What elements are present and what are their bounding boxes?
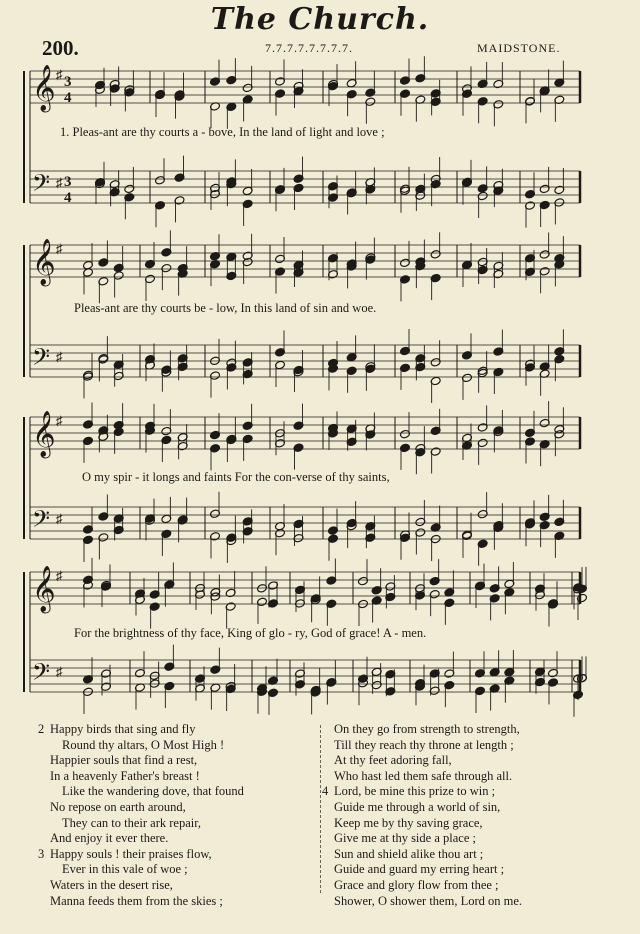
verse-line (38, 722, 244, 738)
verse-line (322, 722, 522, 738)
verse-text: Waters in the desert rise, (50, 877, 173, 892)
verse-line (322, 894, 522, 910)
verse-number: 2 (38, 722, 45, 736)
verse-text: On they go from strength to strength, (334, 722, 520, 736)
verse-line (38, 784, 244, 800)
treble-clef: 𝄞 (32, 65, 56, 111)
treble-clef: 𝄞 (32, 239, 56, 285)
verse-text: No repose on earth around, (50, 799, 186, 814)
hymn-number: 200. (42, 36, 79, 60)
verse-line (38, 847, 244, 863)
verse-line (322, 800, 522, 816)
verse-text: Keep me by thy saving grace, (334, 815, 483, 830)
verses-right-column (322, 722, 522, 909)
treble-clef: 𝄞 (32, 566, 56, 612)
verse-text: Guide me through a world of sin, (334, 799, 501, 814)
meter: 7.7.7.7.7.7.7.7. (265, 41, 353, 55)
page-title: The Church. (210, 2, 430, 37)
lyric-line-4: For the brightness of thy face, King of glo - ry, God of grace! A - men. (74, 626, 427, 640)
verse-text: In a heavenly Father's breast ! (50, 768, 200, 783)
verse-line (322, 862, 522, 878)
verse-line (322, 753, 522, 769)
verse-line (38, 862, 244, 878)
key-signature-sharp: ♯ (56, 511, 63, 526)
time-signature-top: 3 (64, 74, 72, 90)
key-signature-sharp: ♯ (56, 664, 63, 679)
verse-line (38, 769, 244, 785)
verse-line (322, 831, 522, 847)
verse-line (322, 738, 522, 754)
time-signature-bottom: 4 (64, 190, 72, 206)
bass-clef: 𝄢 (32, 343, 51, 376)
column-divider (320, 725, 321, 893)
verse-text: At thy feet adoring fall, (334, 753, 452, 768)
verse-text: Lord, be mine this prize to win ; (334, 784, 496, 799)
verse-line (38, 878, 244, 894)
verse-text: Happy birds that sing and fly (50, 722, 196, 736)
verse-text: And enjoy it ever there. (50, 831, 169, 846)
verse-line (38, 753, 244, 769)
verse-line (322, 816, 522, 832)
verse-text: Round thy altars, O Most High ! (62, 737, 225, 752)
verse-number: 3 (38, 846, 45, 861)
verse-line (38, 894, 244, 910)
verse-text: Till they reach thy throne at length ; (334, 737, 514, 752)
verse-line (322, 878, 522, 894)
verse-text: They can to their ark repair, (62, 815, 202, 830)
verse-text: Shower, O shower them, Lord on me. (334, 893, 523, 908)
verse-text: Like the wandering dove, that found (62, 784, 244, 799)
bass-clef: 𝄢 (32, 505, 51, 538)
time-signature-top: 3 (64, 174, 72, 190)
verse-line (38, 831, 244, 847)
verse-text: Give me at thy side a place ; (334, 831, 476, 846)
verse-line (38, 738, 244, 754)
key-signature-sharp: ♯ (56, 568, 63, 583)
verse-text: Manna feeds them from the skies ; (50, 893, 223, 908)
verse-text: Happier souls that find a rest, (50, 753, 198, 768)
verse-line (322, 847, 522, 863)
bass-clef: 𝄢 (32, 169, 51, 202)
key-signature-sharp: ♯ (56, 67, 63, 82)
verses-left-column (38, 722, 244, 909)
verse-text: Who hast led them safe through all. (334, 768, 513, 783)
key-signature-sharp: ♯ (56, 241, 63, 256)
key-signature-sharp: ♯ (56, 413, 63, 428)
tune-name: MAIDSTONE. (477, 41, 561, 55)
treble-clef: 𝄞 (32, 411, 56, 457)
lyric-line-3: O my spir - it longs and faints For the con-verse of thy saints, (82, 470, 390, 484)
verse-text: Ever in this vale of woe ; (62, 862, 188, 877)
verse-line (38, 816, 244, 832)
verse-text: Grace and glory flow from thee ; (334, 877, 499, 892)
verse-line (38, 800, 244, 816)
key-signature-sharp: ♯ (56, 349, 63, 364)
verse-line (322, 784, 522, 800)
time-signature-bottom: 4 (64, 90, 72, 106)
verse-text: Guide and guard my erring heart ; (334, 862, 505, 877)
lyric-line-1: 1. Pleas-ant are thy courts a - bove, In the land of light and love ; (60, 125, 385, 139)
verse-number: 4 (322, 784, 329, 799)
bass-clef: 𝄢 (32, 658, 51, 691)
verse-text: Happy souls ! their praises flow, (50, 846, 212, 861)
verse-line (322, 769, 522, 785)
lyric-line-2: Pleas-ant are thy courts be - low, In this land of sin and woe. (74, 301, 377, 315)
verse-text: Sun and shield alike thou art ; (334, 846, 484, 861)
key-signature-sharp: ♯ (56, 175, 63, 190)
